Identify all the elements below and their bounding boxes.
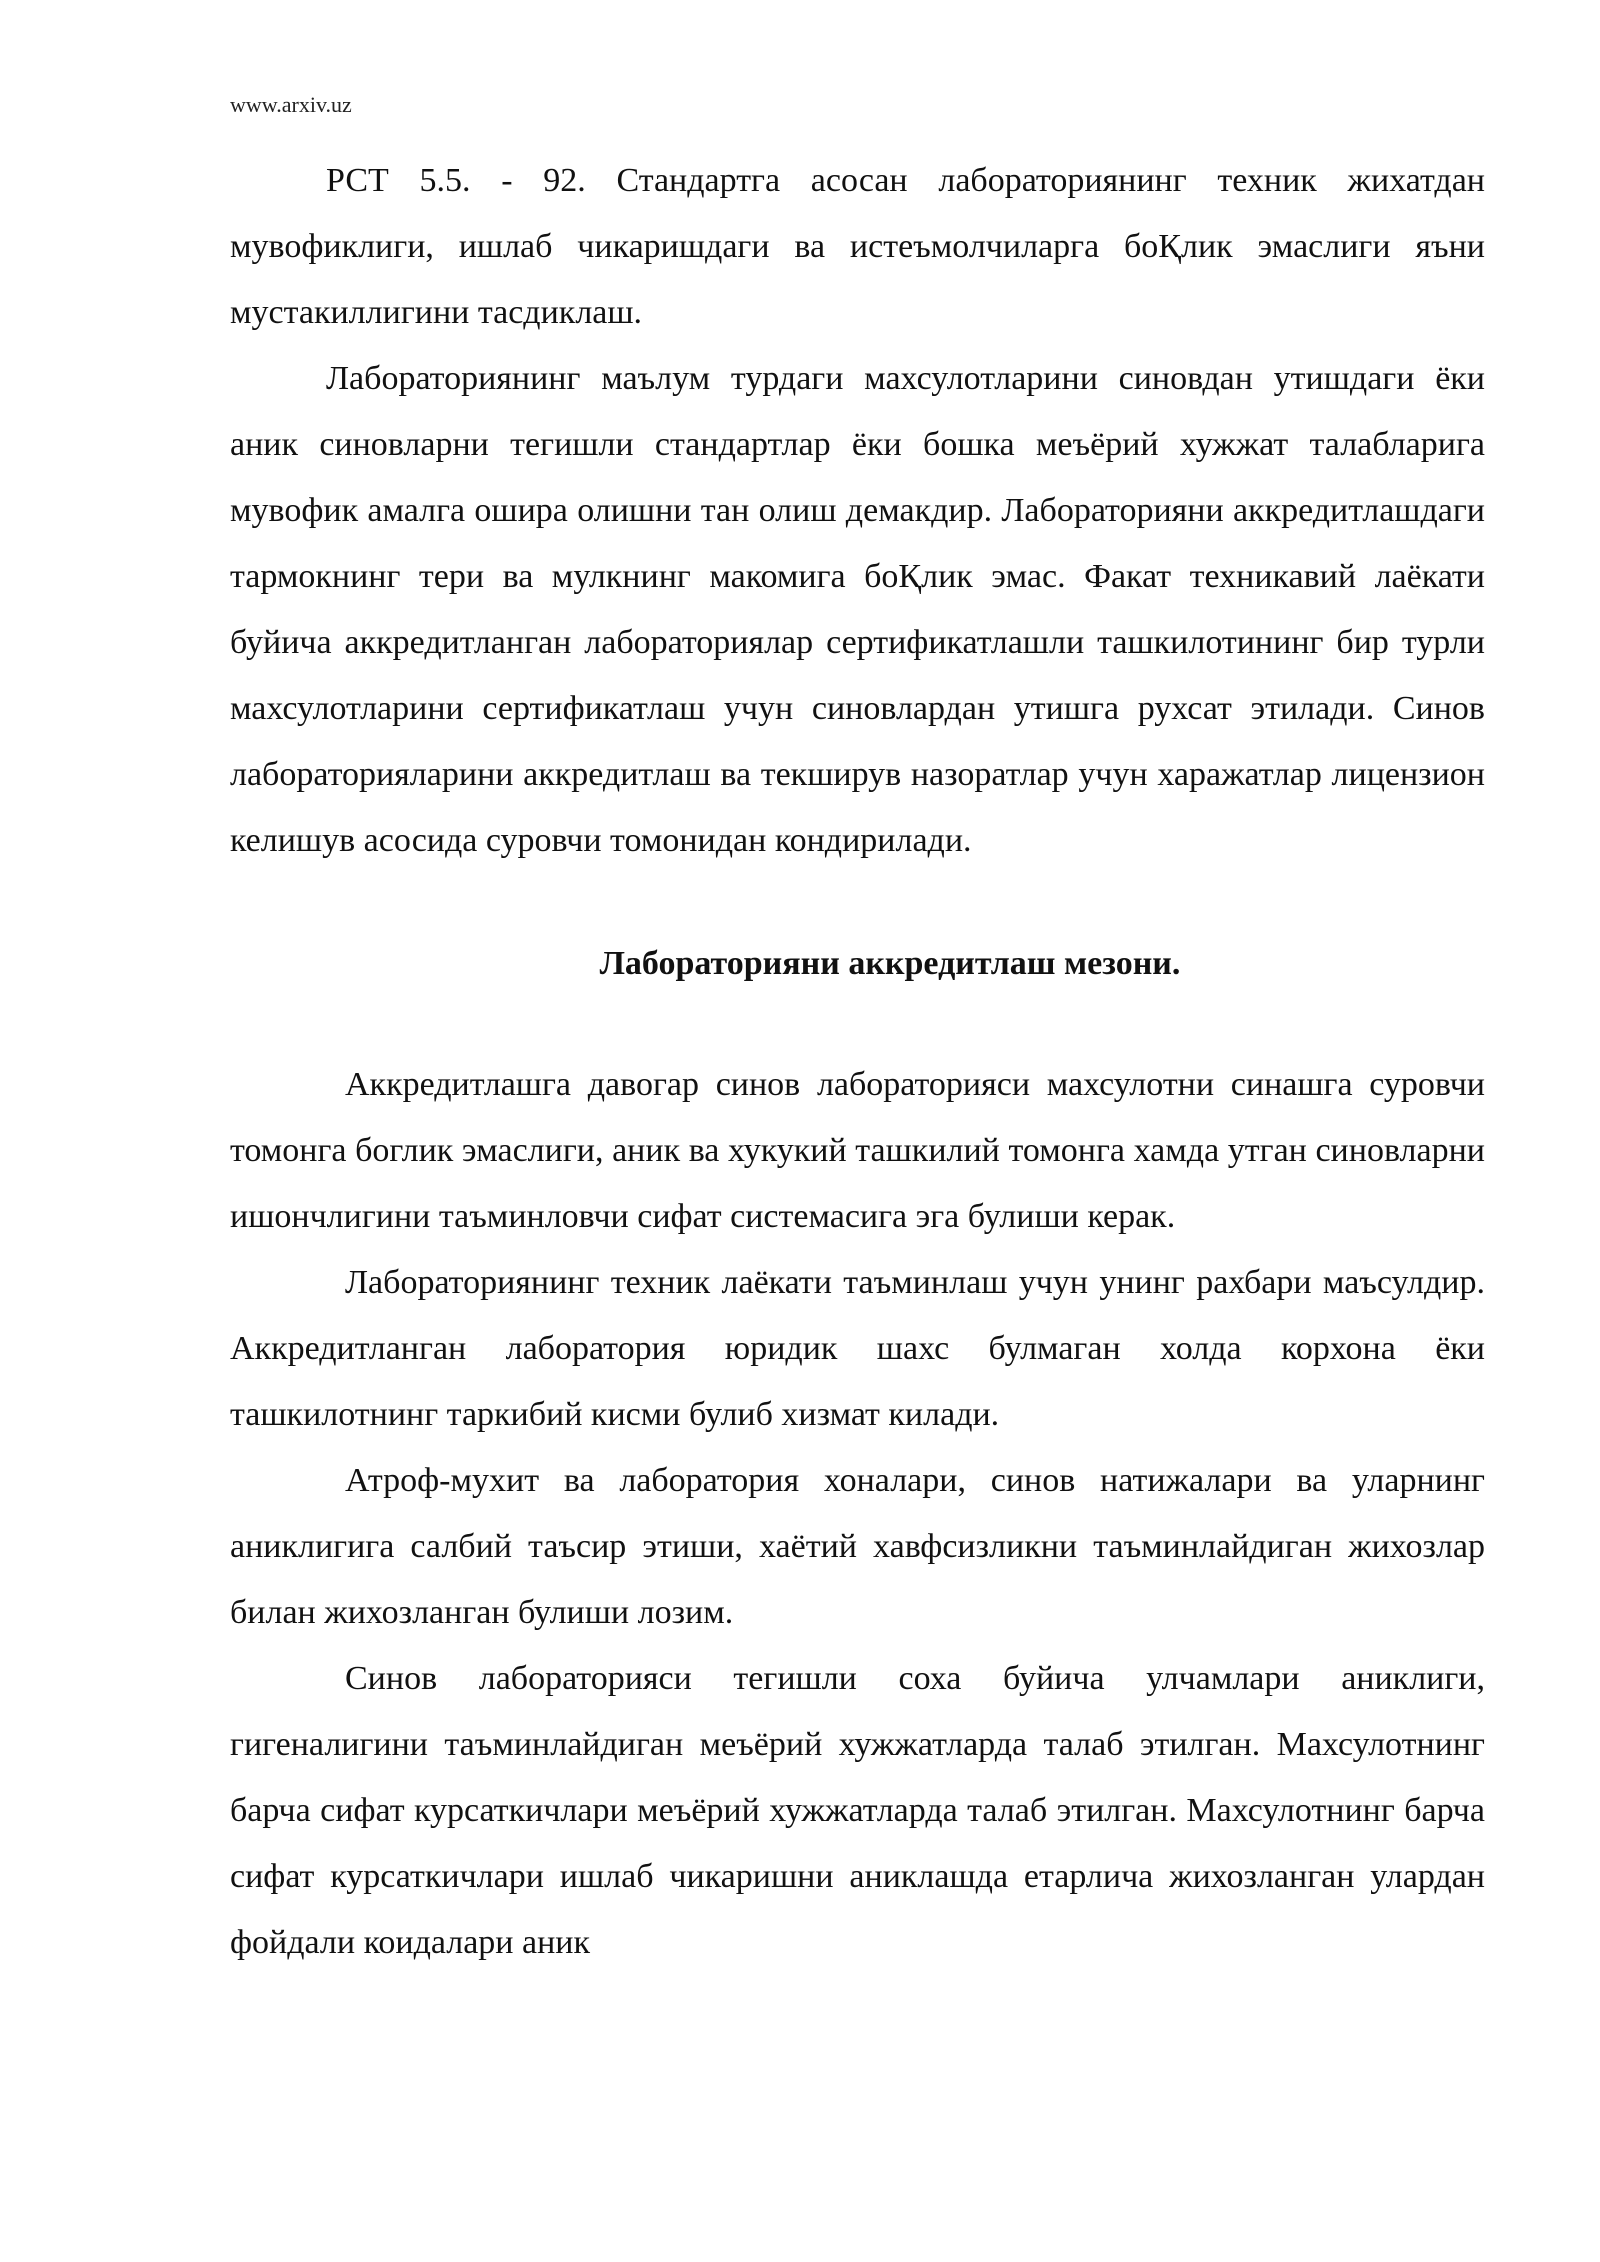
paragraph-measurement-accuracy: Синов лабораторияси тегишли соха буйича улчамлари аниклиги, гигеналигини таъминлайдиган меъёрий хужжатларда талаб этилган. Махсулотнинг барча сифат курсаткичлари меъёрий хужжатларда талаб этилган. Махсулотнинг барча сифат курсаткичлари ишлаб чикаришни аниклашда етарлича жихозланган улардан фойдали коидалари аник: [230, 1660, 1485, 1961]
paragraph-rst-standard: РСТ 5.5. - 92. Стандартга асосан лабораториянинг техник жихатдан мувофиклиги, ишлаб чикаришдаги ва истеъмолчиларга боҚлик эмаслиги яъни мустакиллигини тасдиклаш.: [230, 162, 1485, 331]
section-heading: Лабораторияни аккредитлаш мезони.: [599, 945, 1181, 982]
paragraph-lab-head-responsibility: Лабораториянинг техник лаёкати таъминлаш учун унинг рахбари маъсулдир. Аккредитланган лаборатория юридик шахс булмаган холда корхона ёки ташкилотнинг таркибий кисми булиб хизмат килади.: [230, 1264, 1485, 1433]
site-url-header: www.arxiv.uz: [230, 92, 352, 117]
document-body: [230, 148, 1485, 1976]
paragraph-accreditation-applicant: Аккредитлашга давогар синов лабораторияси махсулотни синашга суровчи томонга боглик эмаслиги, аник ва хукукий ташкилий томонга хамда утган синовларни ишончлигини таъминловчи сифат системасига эга булиши керак.: [230, 1066, 1485, 1235]
paragraph-lab-recognition: Лабораториянинг маълум турдаги махсулотларини синовдан утишдаги ёки аник синовларни тегишли стандартлар ёки бошка меъёрий хужжат талабларига мувофик амалга ошира олишни тан олиш демакдир. Лабораторияни аккредитлашдаги тармокнинг тери ва мулкнинг макомига боҚлик эмас. Факат техникавий лаёкати буйича аккредитланган лабораториялар сертификатлашли ташкилотининг бир турли махсулотларини сертификатлаш учун синовлардан утишга рухсат этилади. Синов лабораторияларини аккредитлаш ва текширув назоратлар учун харажатлар лицензион келишув асосида суровчи томонидан кондирилади.: [230, 360, 1485, 859]
paragraph-environment-rooms: Атроф-мухит ва лаборатория хоналари, синов натижалари ва уларнинг аниклигига салбий таъсир этиши, хаётий хавфсизликни таъминлайдиган жихозлар билан жихозланган булиши лозим.: [230, 1462, 1485, 1631]
